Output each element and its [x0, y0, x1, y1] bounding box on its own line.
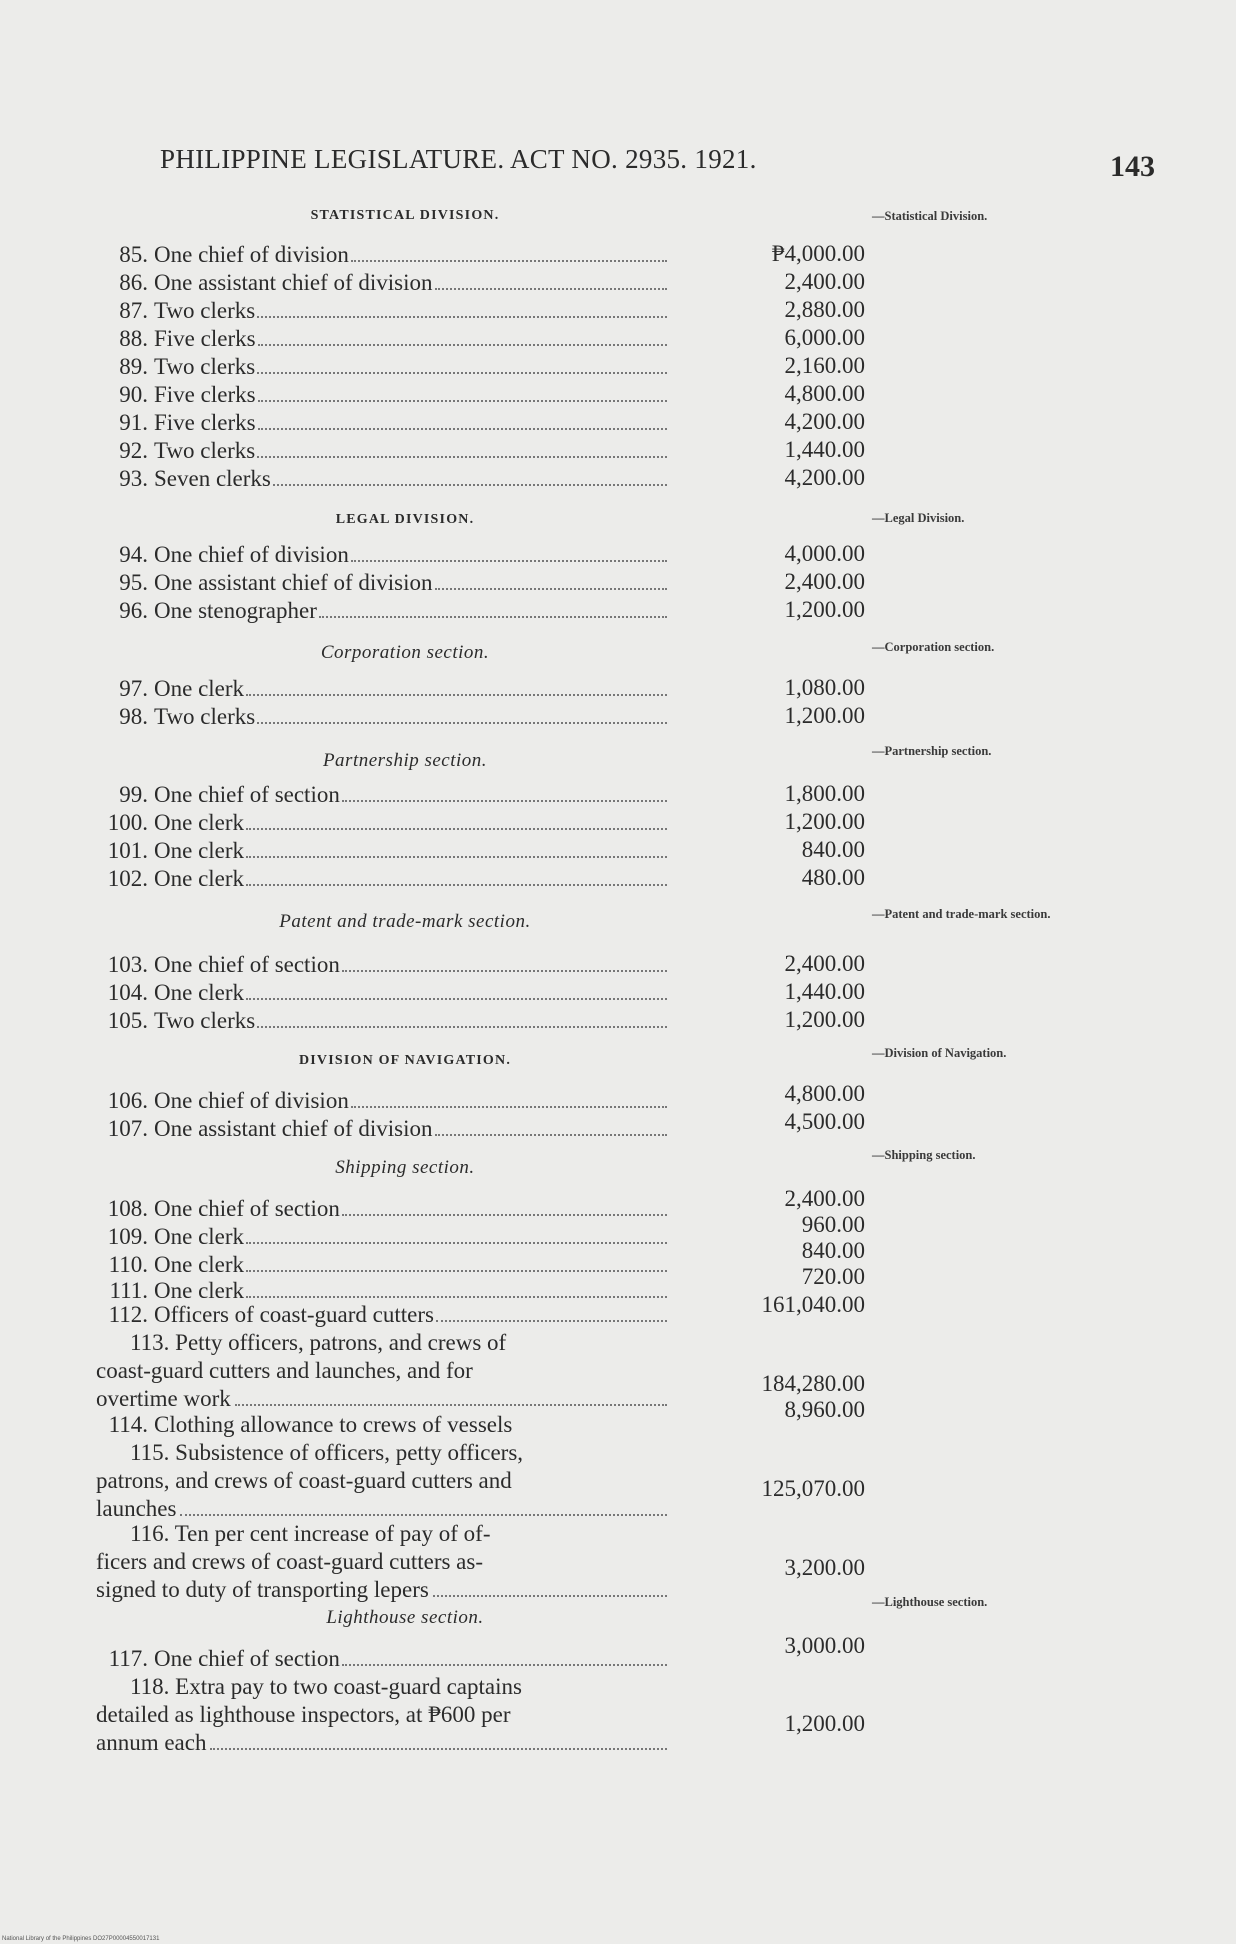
amount-108: 2,400.00 [784, 1186, 865, 1211]
item-number: 104. [107, 980, 148, 1005]
amount-89: 2,160.00 [784, 353, 865, 378]
item-number: 87. [119, 298, 148, 323]
item-line: 115. Subsistence of officers, petty officers, [130, 1440, 524, 1465]
line-item-110 [96, 1251, 671, 1279]
amount-115: 125,070.00 [761, 1476, 865, 1501]
section-title-patent: Patent and trade-mark section. [279, 911, 531, 932]
item-line: coast-guard cutters and launches, and for [96, 1358, 473, 1383]
item-text: One chief of section [154, 1196, 340, 1221]
amount-111: 720.00 [801, 1264, 865, 1289]
line-item-108 [96, 1195, 671, 1223]
item-text: Officers of coast-guard cutters [154, 1302, 434, 1327]
item-text: One chief of division [154, 1088, 349, 1113]
margin-note-legal: —Legal Division. [872, 511, 965, 525]
line-item-96 [96, 597, 671, 625]
line-item-97 [96, 675, 671, 703]
amount-112: 161,040.00 [761, 1292, 865, 1317]
item-number: 111. [109, 1278, 148, 1303]
item-number: 109. [107, 1224, 148, 1249]
item-number: 93. [119, 466, 148, 491]
margin-note-partnership: —Partnership section. [872, 744, 992, 758]
line-item-102 [96, 865, 671, 893]
item-text: One clerk [154, 1252, 245, 1277]
item-text: Five clerks [154, 326, 256, 351]
item-number: 92. [119, 438, 148, 463]
item-text: One chief of division [154, 242, 349, 267]
footer-credit: National Library of the Philippines DO27P00004550017131 [2, 1936, 160, 1942]
margin-note-navigation: —Division of Navigation. [872, 1046, 1007, 1060]
item-number: 94. [119, 542, 148, 567]
item-text: One assistant chief of division [154, 1116, 433, 1141]
amount-92: 1,440.00 [784, 437, 865, 462]
item-line: detailed as lighthouse inspectors, at ₱600 per [96, 1702, 511, 1727]
amount-91: 4,200.00 [784, 409, 865, 434]
item-number: 106. [107, 1088, 148, 1113]
item-number: 102. [107, 866, 148, 891]
page-number: 143 [1110, 150, 1155, 183]
item-number: 107. [107, 1116, 148, 1141]
section-title-navigation: DIVISION OF NAVIGATION. [298, 1053, 512, 1068]
line-item-103 [96, 951, 671, 979]
line-item-117 [96, 1645, 671, 1673]
line-item-88 [96, 325, 671, 353]
item-line: 113. Petty officers, patrons, and crews of [130, 1330, 507, 1355]
line-item-106 [96, 1087, 671, 1115]
item-number: 96. [119, 598, 148, 623]
item-number: 108. [107, 1196, 148, 1221]
section-title-shipping: Shipping section. [335, 1157, 475, 1178]
amount-94: 4,000.00 [784, 541, 865, 566]
item-line: overtime work [96, 1386, 231, 1411]
item-number: 89. [119, 354, 148, 379]
item-line: 118. Extra pay to two coast-guard captains [130, 1674, 522, 1699]
page-header: PHILIPPINE LEGISLATURE. ACT NO. 2935. 1921. [160, 144, 757, 174]
item-text: One clerk [154, 838, 245, 863]
line-item-99 [96, 781, 671, 809]
section-title-partnership: Partnership section. [322, 750, 488, 771]
item-line: signed to duty of transporting lepers [96, 1577, 429, 1602]
amount-90: 4,800.00 [784, 381, 865, 406]
item-text: Two clerks [154, 438, 256, 463]
item-text: One chief of section [154, 782, 340, 807]
item-text: Two clerks [154, 298, 256, 323]
item-number: 117. [108, 1646, 148, 1671]
line-item-91 [96, 409, 671, 437]
item-number: 110. [108, 1252, 148, 1277]
amount-118: 1,200.00 [784, 1711, 865, 1736]
line-item-90 [96, 381, 671, 409]
line-item-107 [96, 1115, 671, 1143]
margin-note-shipping: —Shipping section. [872, 1148, 976, 1162]
item-text: One stenographer [154, 598, 317, 623]
item-text: Two clerks [154, 1008, 256, 1033]
line-item-104 [96, 979, 671, 1007]
item-line: 116. Ten per cent increase of pay of of- [130, 1521, 491, 1546]
amount-114: 8,960.00 [784, 1397, 865, 1422]
amount-106: 4,800.00 [784, 1081, 865, 1106]
line-item-85 [96, 241, 671, 269]
line-item-101 [96, 837, 671, 865]
line-item-92 [96, 437, 671, 465]
item-line: launches [96, 1496, 177, 1521]
item-text: Two clerks [154, 354, 256, 379]
amount-99: 1,800.00 [784, 781, 865, 806]
line-item-95 [96, 569, 671, 597]
item-text: One clerk [154, 1224, 245, 1249]
amount-87: 2,880.00 [784, 297, 865, 322]
amount-103: 2,400.00 [784, 951, 865, 976]
section-title-statistical: STATISTICAL DIVISION. [310, 208, 500, 223]
line-item-114 [96, 1411, 671, 1439]
margin-note-corporation: —Corporation section. [872, 640, 995, 654]
amount-102: 480.00 [801, 865, 865, 890]
amount-93: 4,200.00 [784, 465, 865, 490]
item-number: 98. [119, 704, 148, 729]
item-text: One clerk [154, 810, 245, 835]
item-text: One clerk [154, 1278, 245, 1303]
item-text: Five clerks [154, 382, 256, 407]
line-item-112 [96, 1301, 671, 1329]
line-item-109 [96, 1223, 671, 1251]
item-text: Seven clerks [154, 466, 271, 491]
item-text: One chief of section [154, 952, 340, 977]
item-line: patrons, and crews of coast-guard cutters and [96, 1468, 512, 1493]
item-number: 99. [119, 782, 148, 807]
amount-85: ₱4,000.00 [771, 241, 865, 266]
amount-110: 840.00 [801, 1238, 865, 1263]
line-item-86 [96, 269, 671, 297]
line-item-105 [96, 1007, 671, 1035]
item-number: 90. [119, 382, 148, 407]
item-number: 112. [108, 1302, 148, 1327]
amount-113: 184,280.00 [761, 1371, 865, 1396]
section-title-lighthouse: Lighthouse section. [326, 1607, 484, 1628]
item-text: One assistant chief of division [154, 570, 433, 595]
line-item-98 [96, 703, 671, 731]
amount-117: 3,000.00 [784, 1633, 865, 1658]
amount-101: 840.00 [801, 837, 865, 862]
item-number: 105. [107, 1008, 148, 1033]
amount-86: 2,400.00 [784, 269, 865, 294]
item-number: 103. [107, 952, 148, 977]
amount-97: 1,080.00 [784, 675, 865, 700]
item-number: 95. [119, 570, 148, 595]
item-text: One assistant chief of division [154, 270, 433, 295]
line-item-113 [96, 1329, 671, 1413]
item-text: One chief of division [154, 542, 349, 567]
amount-109: 960.00 [801, 1212, 865, 1237]
amount-116: 3,200.00 [784, 1555, 865, 1580]
line-item-116 [96, 1520, 671, 1604]
line-item-115 [96, 1439, 671, 1523]
amount-100: 1,200.00 [784, 809, 865, 834]
item-number: 97. [119, 676, 148, 701]
amount-96: 1,200.00 [784, 597, 865, 622]
amount-105: 1,200.00 [784, 1007, 865, 1032]
margin-note-lighthouse: —Lighthouse section. [872, 1595, 988, 1609]
line-item-94 [96, 541, 671, 569]
item-number: 100. [107, 810, 148, 835]
item-text: Five clerks [154, 410, 256, 435]
line-item-89 [96, 353, 671, 381]
amount-88: 6,000.00 [784, 325, 865, 350]
item-text: Two clerks [154, 704, 256, 729]
item-number: 86. [119, 270, 148, 295]
item-text: One clerk [154, 980, 245, 1005]
item-line: ficers and crews of coast-guard cutters as- [96, 1549, 483, 1574]
item-text: One chief of section [154, 1646, 340, 1671]
amount-95: 2,400.00 [784, 569, 865, 594]
item-text: One clerk [154, 676, 245, 701]
item-number: 114. [108, 1412, 148, 1437]
margin-note-patent: —Patent and trade-mark section. [872, 907, 1051, 921]
item-text: One clerk [154, 866, 245, 891]
line-item-118 [96, 1673, 671, 1757]
amount-107: 4,500.00 [784, 1109, 865, 1134]
line-item-87 [96, 297, 671, 325]
item-number: 91. [119, 410, 148, 435]
amount-98: 1,200.00 [784, 703, 865, 728]
amount-104: 1,440.00 [784, 979, 865, 1004]
item-number: 101. [107, 838, 148, 863]
item-number: 85. [119, 242, 148, 267]
item-line: annum each [96, 1730, 207, 1755]
margin-note-statistical: —Statistical Division. [872, 209, 988, 223]
item-text: Clothing allowance to crews of vessels [154, 1412, 513, 1437]
line-item-100 [96, 809, 671, 837]
item-number: 88. [119, 326, 148, 351]
line-item-93 [96, 465, 671, 493]
section-title-legal: LEGAL DIVISION. [335, 512, 475, 527]
section-title-corporation: Corporation section. [320, 642, 490, 663]
